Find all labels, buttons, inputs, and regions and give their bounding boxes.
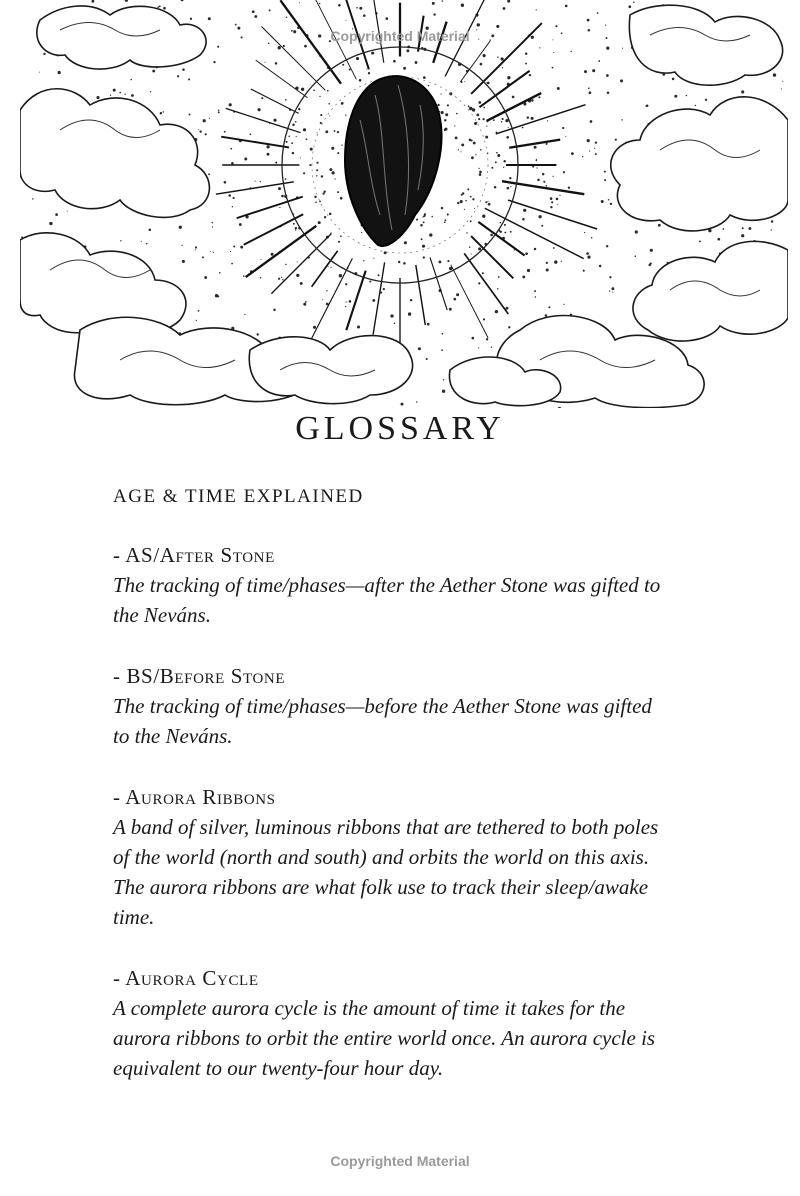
page-title: GLOSSARY <box>295 410 505 447</box>
glossary-term: - Aurora Cycle <box>113 966 259 990</box>
glossary-term: - BS/Before Stone <box>113 664 286 688</box>
glossary-definition: The tracking of time/phases—before the Aether Stone was gifted to the Neváns. <box>113 694 652 748</box>
copyright-watermark-top: Copyrighted Material <box>330 28 470 44</box>
stone-clouds-icon <box>20 0 788 408</box>
copyright-watermark-bottom: Copyrighted Material <box>330 1153 470 1169</box>
glossary-entry <box>113 661 673 751</box>
glossary-definition: The tracking of time/phases—after the Aether Stone was gifted to the Neváns. <box>113 573 661 627</box>
glossary-entry <box>113 963 673 1083</box>
glossary-definition: A complete aurora cycle is the amount of time it takes for the aurora ribbons to orbit the entire world once. An aurora cycle is equivalent to our twenty-four hour day. <box>113 996 656 1080</box>
glossary-entry <box>113 782 673 932</box>
glossary-term: - Aurora Ribbons <box>113 785 276 809</box>
aether-stone-illustration <box>20 0 788 408</box>
glossary-definition: A band of silver, luminous ribbons that are tethered to both poles of the world (north and south) and orbits the world on this axis. The aurora ribbons are what folk use to track their sleep/awake time. <box>113 815 659 929</box>
glossary-entries <box>113 540 673 1114</box>
glossary-term: - AS/After Stone <box>113 543 275 567</box>
glossary-entry <box>113 540 673 630</box>
section-heading: AGE & TIME EXPLAINED <box>113 486 364 507</box>
